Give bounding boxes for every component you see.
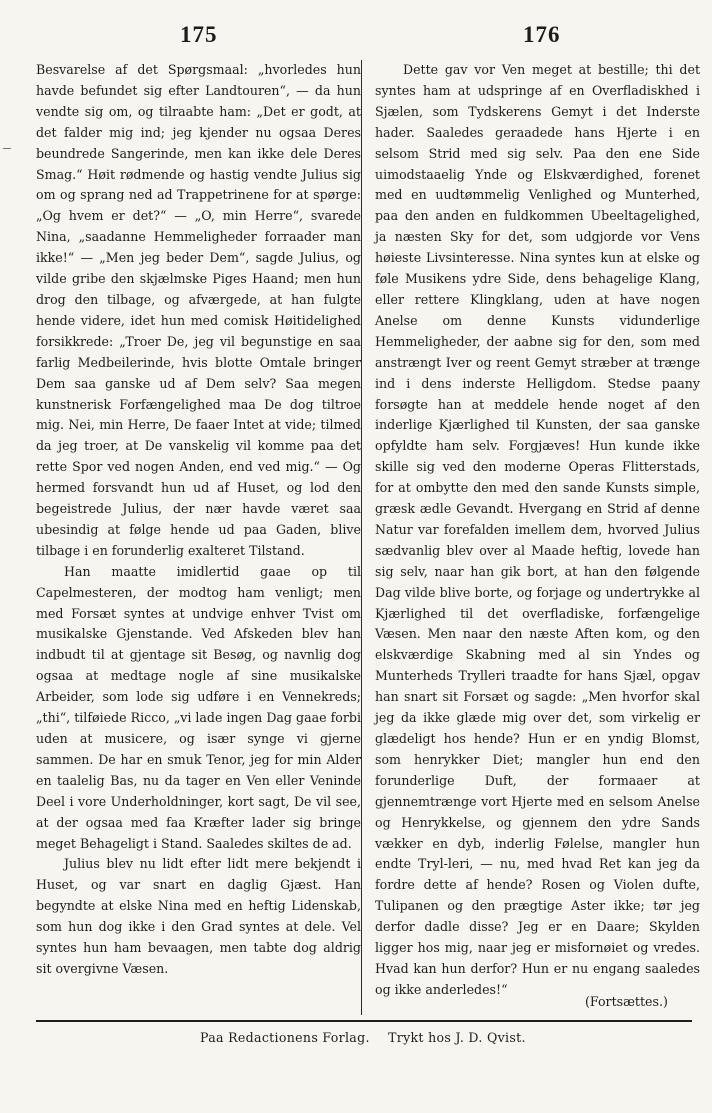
- left-paragraph-3: Julius blev nu lidt efter lidt mere bekjendt i Huset, og var snart en daglig Gjæst. Han begyndte at elske Nina med en heftig Lidenskab, som hun dog ikke i den Grad syntes at dele. Vel syntes hun ham bevaagen, men tabte dog aldrig sit overgivne Væsen.: [36, 856, 361, 976]
- right-paragraph-1: Dette gav vor Ven meget at bestille; thi det syntes ham at udspringe af en Overfladiskhed i Sjælen, som Tydskerens Gemyt i det Inderste hader. Saaledes geraadede hans Hjerte i en selsom Strid med sig selv. Paa den ene Side uimodstaaelig Ynde og Elskværdighed, forenet med en uudtømmelig Venlighed og Munterhed, paa den anden en fuldkommen Ubeeltagelighed, ja næsten Sky for det, som udgjorde vor Vens høieste Livsinteresse. Nina syntes kun at elske og føle Musikens ydre Side, dens behagelige Klang, eller rettere Klingklang, uden at have nogen Anelse om denne Kunsts vidunderlige Hemmeligheder, der aabne sig for den, som med anstrængt Iver og reent Gemyt stræber at trænge ind i dens inderste Helligdom. Stedse paany forsøgte han at meddele hende noget af den inderlige Kjærlighed til Kunsten, der saa ganske opfyldte ham selv. Forgjæves! Hun kunde ikke skille sig ved den moderne Operas Flitterstads, for at ombytte den med den sande Kunsts simple, græsk ædle Gevandt. Hvergang en Strid af denne Natur var forefalden imellem dem, hvorved Julius sædvanlig blev over al Maade heftig, lovede han sig selv, naar han gik bort, at han den følgende Dag vilde blive borte, og forjage og undertrykke al Kjærlighed til det overfladiske, forfængelige Væsen. Men naar den næste Aften kom, og den elskværdige Skabning med al sin Yndes og Munterheds Trylleri traadte for hans Sjæl, opgav han snart sit Forsæt og sagde: „Men hvorfor skal jeg da ikke glæde mig over det, som virkelig er glædeligt hos hende? Hun er en yndig Blomst, som henrykker Diet; mangler hun end den forunderlige Duft, der formaaer at gjennemtrænge vort Hjerte med en selsom Anelse og Henrykkelse, og gjennem den ydre Sands vækker en dyb, inderlig Følelse, mangler hun endte Tryl-leri, — nu, med hvad Ret kan jeg da fordre dette af hende? Rosen og Violen dufte, Tulipanen og den prægtige Aster ikke; tør jeg derfor dadle disse? Jeg er en Daare; Skylden ligger hos mig, naar jeg er misfornøiet og vredes. Hvad kan hun derfor? Hun er nu engang saaledes og ikke anderledes!“: [375, 62, 700, 997]
- left-paragraph-1: Besvarelse af det Spørgsmaal: „hvorledes hun havde befundet sig efter Landtouren“, — da hun vendte sig om, og tilraabte ham: „Det er godt, at det falder mig ind; jeg kjender nu ogsaa Deres beundrede Sangerinde, men kan ikke dele Deres Smag.“ Høit rødmende og hastig vendte Julius sig om og sprang ned ad Trappetrinene for at spørge: „Og hvem er det?“ — „O, min Herre“, svarede Nina, „saadanne Hemmeligheder forraader man ikke!“ — „Men jeg beder Dem“, sagde Julius, og vilde gribe den skjælmske Piges Haand; men hun drog den tilbage, og afværgede, at han fulgte hende videre, idet hun med comisk Høitidelighed forsikkrede: „Troer De, jeg vil begunstige en saa farlig Medbeilerinde, hvis blotte Omtale bringer Dem saa ganske ud af Dem selv? Saa megen kunstnerisk Forfængelighed maa De dog tiltroe mig. Nei, min Herre, De faaer Intet at vide; tilmed da jeg troer, at De vanskelig vil komme paa det rette Spor ved nogen Anden, end ved mig.“ — Og hermed forsvandt hun ud af Huset, og lod den begeistrede Julius, der nær havde været saa ubesindig at følge hende ud paa Gaden, blive tilbage i en forunderlig exalteret Tilstand.: [36, 62, 361, 558]
- margin-mark: [3, 148, 11, 149]
- left-paragraph-2: Han maatte imidlertid gaae op til Capelmesteren, der modtog ham venligt; men med Forsæt syntes at undvige enhver Tvist om musikalske Gjenstande. Ved Afskeden blev han indbudt til at gjentage sit Besøg, og navnlig dog ogsaa at medtage nogle af sine musikalske Arbeider, som lode sig udføre i en Vennekreds; „thi“, tilføiede Ricco, „vi lade ingen Dag gaae forbi uden at musicere, og især synge vi gjerne sammen. De har en smuk Tenor, jeg for min Alder en taalelig Bas, nu da tager en Ven eller Veninde Deel i vore Underholdninger, kort sagt, De vil see, at der ogsaa med faa Kræfter lader sig bringe meget Behageligt i Stand. Saaledes skiltes de ad.: [36, 563, 361, 851]
- left-column: [36, 60, 361, 980]
- printer-text: Trykt hos J. D. Qvist.: [388, 1030, 526, 1045]
- page-number-left: 175: [180, 22, 218, 47]
- page-number-right: 176: [523, 22, 561, 47]
- right-column: [375, 60, 700, 1001]
- publisher-text: Paa Redactionens Forlag.: [200, 1030, 370, 1045]
- continued-note: (Fortsættes.): [585, 994, 668, 1009]
- column-divider: [361, 60, 362, 1015]
- imprint-line: [200, 1030, 540, 1045]
- bottom-rule: [36, 1020, 692, 1022]
